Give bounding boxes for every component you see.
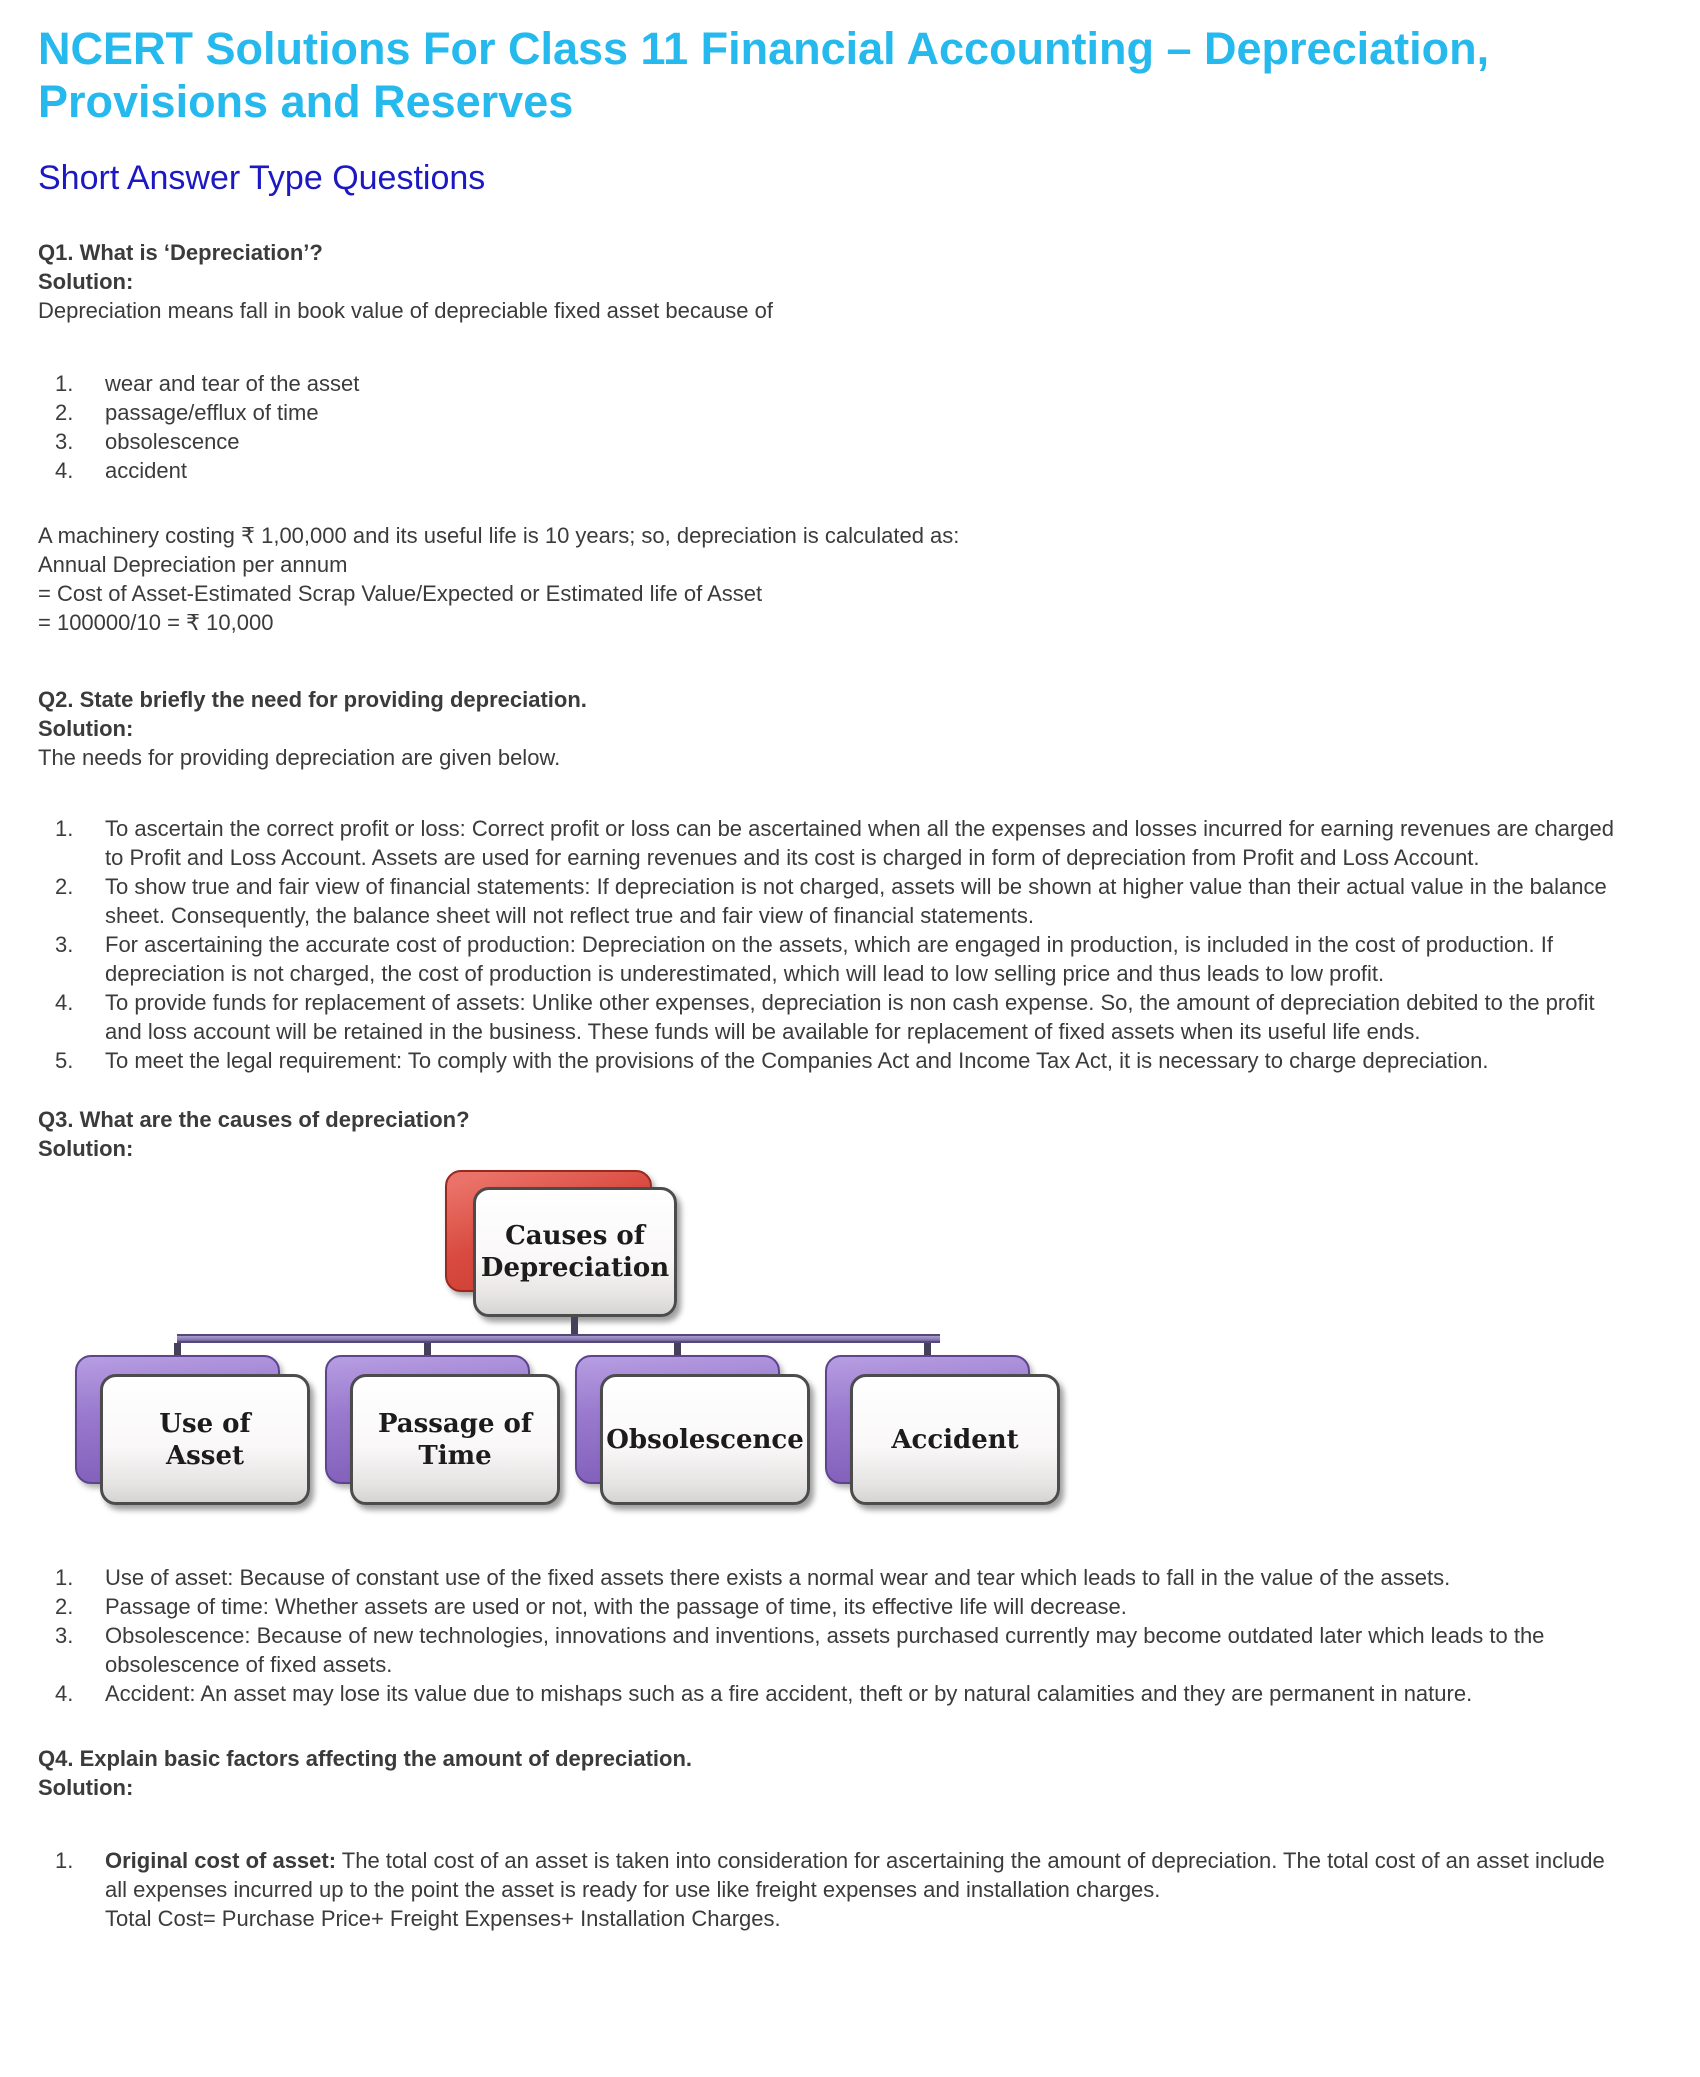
- page-title-line-1: NCERT Solutions For Class 11 Financial Accounting – Depreciation,: [38, 23, 1490, 74]
- diagram-child-label: Obsolescence: [606, 1424, 804, 1455]
- q1-heading: Q1. What is ‘Depreciation’?: [38, 240, 323, 265]
- q3-solution-label: Solution:: [38, 1136, 134, 1161]
- causes-of-depreciation-diagram: [38, 1167, 1108, 1519]
- question-4-section: [38, 1744, 1662, 1933]
- diagram-root-label: Causes of Depreciation: [480, 1221, 670, 1283]
- diagram-child-box-use-of-asset: [100, 1374, 310, 1505]
- list-item: To show true and fair view of financial statements: If depreciation is not charged, assets will be shown at higher value than their actual value in the balance sheet. Consequently, the balance sheet will not reflect true and fair view of financial statements.: [105, 874, 1607, 928]
- q4-list: [38, 1846, 1662, 1933]
- list-item: accident: [105, 458, 187, 483]
- q4-heading: Q4. Explain basic factors affecting the amount of depreciation.: [38, 1746, 693, 1771]
- list-item: Accident: An asset may lose its value due to mishaps such as a fire accident, theft or by natural calamities and they are permanent in nature.: [105, 1681, 1473, 1706]
- list-item: To meet the legal requirement: To comply with the provisions of the Companies Act and Income Tax Act, it is necessary to charge depreciation.: [105, 1048, 1489, 1073]
- document-page: [0, 22, 1700, 1933]
- q3-heading: Q3. What are the causes of depreciation?: [38, 1107, 470, 1132]
- q4-item-lead: Original cost of asset:: [105, 1848, 337, 1873]
- q4-solution-label: Solution:: [38, 1775, 134, 1800]
- list-item: wear and tear of the asset: [105, 371, 360, 396]
- q1-intro: Depreciation means fall in book value of depreciable fixed asset because of: [38, 298, 774, 323]
- list-item: For ascertaining the accurate cost of production: Depreciation on the assets, which are engaged in production, is included in the cost of production. If depreciation is not charged, the cost of production is underestimated, which will lead to low selling price and thus leads to low profit.: [105, 932, 1553, 986]
- question-3-section: [38, 1105, 1662, 1708]
- question-2-section: [38, 685, 1662, 1075]
- formula-line: A machinery costing ₹ 1,00,000 and its useful life is 10 years; so, depreciation is calculated as:: [38, 523, 960, 548]
- q4-item-formula: Total Cost= Purchase Price+ Freight Expenses+ Installation Charges.: [105, 1906, 781, 1931]
- list-item: obsolescence: [105, 429, 240, 454]
- list-item: passage/efflux of time: [105, 400, 319, 425]
- list-item: Use of asset: Because of constant use of the fixed assets there exists a normal wear and tear which leads to fall in the value of the assets.: [105, 1565, 1451, 1590]
- formula-line: Annual Depreciation per annum: [38, 552, 348, 577]
- section-subtitle: Short Answer Type Questions: [38, 159, 486, 197]
- q3-list: [38, 1563, 1662, 1708]
- list-item: Passage of time: Whether assets are used or not, with the passage of time, its effective life will decrease.: [105, 1594, 1127, 1619]
- formula-line: = 100000/10 = ₹ 10,000: [38, 610, 274, 635]
- diagram-child-label: Accident: [891, 1424, 1019, 1455]
- q1-formula-block: [38, 521, 1662, 637]
- diagram-child-box-passage-of-time: [350, 1374, 560, 1505]
- question-1-section: [38, 238, 1662, 637]
- list-item: To provide funds for replacement of assets: Unlike other expenses, depreciation is non cash expense. So, the amount of depreciation debited to the profit and loss account will be retained in the business. These funds will be available for replacement of fixed assets when its useful life ends.: [105, 990, 1595, 1044]
- diagram-child-box-accident: [850, 1374, 1060, 1505]
- q1-list: [38, 369, 1662, 485]
- list-item: To ascertain the correct profit or loss: Correct profit or loss can be ascertained when all the expenses and losses incurred for earning revenues are charged to Profit and Loss Account. Assets are used for earning revenues and its cost is charged in form of depreciation from Profit and Loss Account.: [105, 816, 1615, 870]
- diagram-child-label: Passage of Time: [377, 1408, 533, 1471]
- q4-item-text: The total cost of an asset is taken into consideration for ascertaining the amount of depreciation. The total cost of an asset include all expenses incurred up to the point the asset is ready for use like freight expenses and installation charges.: [105, 1848, 1605, 1902]
- q1-solution-label: Solution:: [38, 269, 134, 294]
- q2-list: [38, 814, 1662, 1075]
- diagram-connector-bar: [177, 1334, 940, 1343]
- page-title: [38, 22, 1662, 128]
- list-item: [38, 1846, 1662, 1933]
- diagram-child-box-obsolescence: [600, 1374, 810, 1505]
- formula-line: = Cost of Asset-Estimated Scrap Value/Expected or Estimated life of Asset: [38, 581, 763, 606]
- q2-solution-label: Solution:: [38, 716, 134, 741]
- diagram-child-label: Use of Asset: [159, 1408, 251, 1471]
- page-title-line-2: Provisions and Reserves: [38, 76, 574, 127]
- q2-intro: The needs for providing depreciation are given below.: [38, 745, 561, 770]
- list-item: Obsolescence: Because of new technologies, innovations and inventions, assets purchased currently may become outdated later which leads to the obsolescence of fixed assets.: [105, 1623, 1545, 1677]
- diagram-root-box: [473, 1187, 677, 1317]
- q2-heading: Q2. State briefly the need for providing depreciation.: [38, 687, 587, 712]
